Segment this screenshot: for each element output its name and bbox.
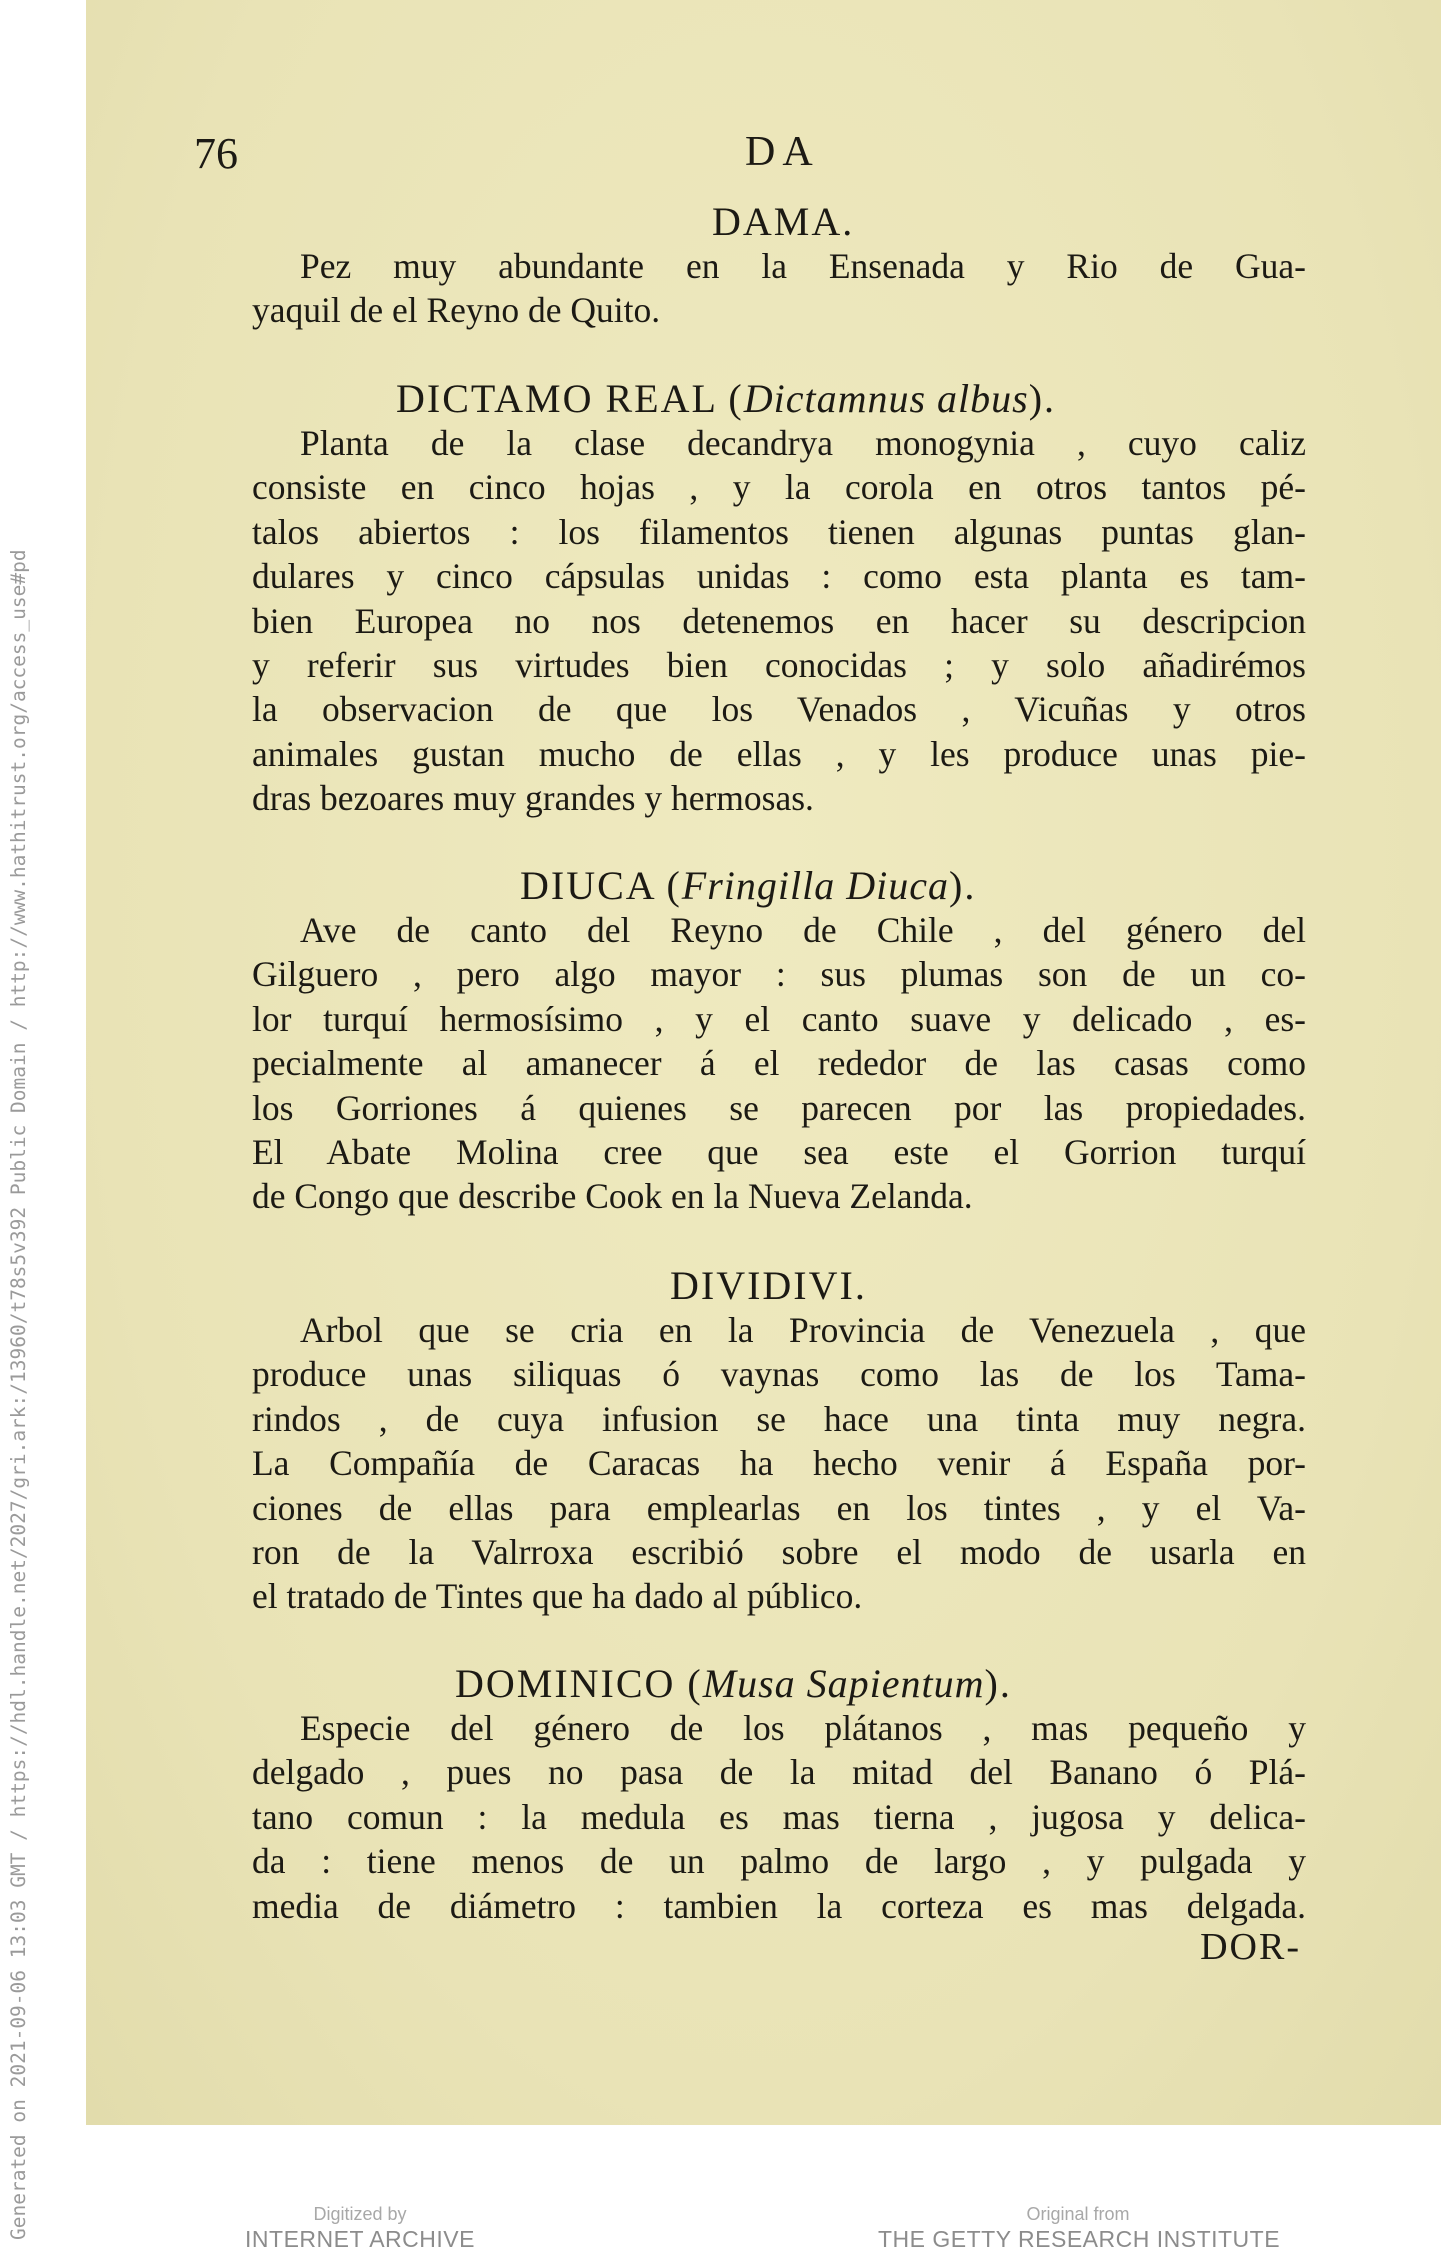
entry-heading xyxy=(712,198,854,245)
entry-heading-text: DIUCA ( xyxy=(520,863,682,908)
entry-heading xyxy=(396,375,1056,422)
text-line: Planta de la clase decandrya monogynia , cuyo caliz xyxy=(300,423,1306,463)
text-line: Especie del género de los plátanos , mas pequeño y xyxy=(300,1708,1306,1748)
text-line: los Gorriones á quienes se parecen por las propiedades. xyxy=(252,1087,1306,1128)
entry-heading xyxy=(520,862,976,909)
text-line: de Congo que describe Cook en la Nueva Zelanda. xyxy=(252,1176,973,1217)
text-line: produce unas siliquas ó vaynas como las de los Tama- xyxy=(252,1354,1306,1395)
entry-heading-text: DIVIDIVI. xyxy=(670,1263,867,1308)
text-line: Gilguero , pero algo mayor : sus plumas son de un co- xyxy=(252,954,1306,995)
text-line: consiste en cinco hojas , y la corola en otros tantos pé- xyxy=(252,467,1306,508)
entry-body xyxy=(252,244,1306,333)
text-line: Pez muy abundante en la Ensenada y Rio de Gua- xyxy=(300,246,1306,286)
text-line: animales gustan mucho de ellas , y les produce unas pie- xyxy=(252,733,1306,774)
text-line: dras bezoares muy grandes y hermosas. xyxy=(252,778,814,819)
text-line: da : tiene menos de un palmo de largo , y pulgada y xyxy=(252,1841,1306,1882)
text-line: el tratado de Tintes que ha dado al público. xyxy=(252,1576,863,1617)
text-line: bien Europea no nos detenemos en hacer su descripcion xyxy=(252,600,1306,641)
running-head: DA xyxy=(745,129,820,175)
digitizer-name: INTERNET ARCHIVE xyxy=(245,2226,475,2252)
entry-body xyxy=(252,908,1306,1219)
text-line: ciones de ellas para emplearlas en los tintes , y el Va- xyxy=(252,1487,1306,1528)
original-from-label: Original from xyxy=(1026,2204,1130,2224)
entry-latin-name: Dictamnus albus xyxy=(743,376,1029,421)
generation-notice: Generated on 2021-09-06 13:03 GMT / https://hdl.handle.net/2027/gri.ark:/13960/t78s5v392 Public Domain / http://www.hathitrust.org/access_use#pd xyxy=(7,549,30,2240)
text-line: yaquil de el Reyno de Quito. xyxy=(252,290,661,331)
entry-body xyxy=(252,421,1306,821)
entry-heading xyxy=(455,1660,1012,1707)
text-line: tano comun : la medula es mas tierna , jugosa y delica- xyxy=(252,1796,1306,1837)
text-line: Ave de canto del Reyno de Chile , del género del xyxy=(300,910,1306,950)
entry-body xyxy=(252,1706,1306,1928)
page-number: 76 xyxy=(194,129,238,178)
text-line: media de diámetro : tambien la corteza es mas delgada. xyxy=(252,1885,1306,1926)
catchword: DOR- xyxy=(1200,1926,1301,1968)
entry-body xyxy=(252,1308,1306,1619)
text-line: pecialmente al amanecer á el rededor de las casas como xyxy=(252,1043,1306,1084)
hathitrust-side-stamp xyxy=(0,0,86,2255)
entry-latin-name: Musa Sapientum xyxy=(702,1661,985,1706)
text-line: delgado , pues no pasa de la mitad del Banano ó Plá- xyxy=(252,1752,1306,1793)
text-line: dulares y cinco cápsulas unidas : como esta planta es tam- xyxy=(252,556,1306,597)
original-source-name: THE GETTY RESEARCH INSTITUTE xyxy=(878,2226,1281,2252)
text-line: Arbol que se cria en la Provincia de Venezuela , que xyxy=(300,1310,1306,1350)
text-line: El Abate Molina cree que sea este el Gorrion turquí xyxy=(252,1132,1306,1173)
entry-heading-tail: ). xyxy=(949,863,977,908)
entry-heading-tail: ). xyxy=(1028,376,1057,421)
text-line: rindos , de cuya infusion se hace una tinta muy negra. xyxy=(252,1398,1306,1439)
entry-heading-tail: ). xyxy=(984,1661,1012,1706)
text-line: lor turquí hermosísimo , y el canto suave y delicado , es- xyxy=(252,998,1306,1039)
text-line: ron de la Valrroxa escribió sobre el modo de usarla en xyxy=(252,1532,1306,1573)
entry-heading-text: DAMA. xyxy=(712,199,855,244)
entry-latin-name: Fringilla Diuca xyxy=(681,863,949,908)
text-line: la observacion de que los Venados , Vicuñas y otros xyxy=(252,689,1306,730)
text-line: La Compañía de Caracas ha hecho venir á España por- xyxy=(252,1443,1306,1484)
text-line: talos abiertos : los filamentos tienen algunas puntas glan- xyxy=(252,511,1306,552)
entry-heading xyxy=(670,1262,867,1309)
text-line: y referir sus virtudes bien conocidas ; y solo añadirémos xyxy=(252,645,1306,686)
digitized-by-label: Digitized by xyxy=(313,2204,407,2224)
entry-heading-text: DOMINICO ( xyxy=(455,1661,703,1706)
entry-heading-text: DICTAMO REAL ( xyxy=(396,376,744,421)
